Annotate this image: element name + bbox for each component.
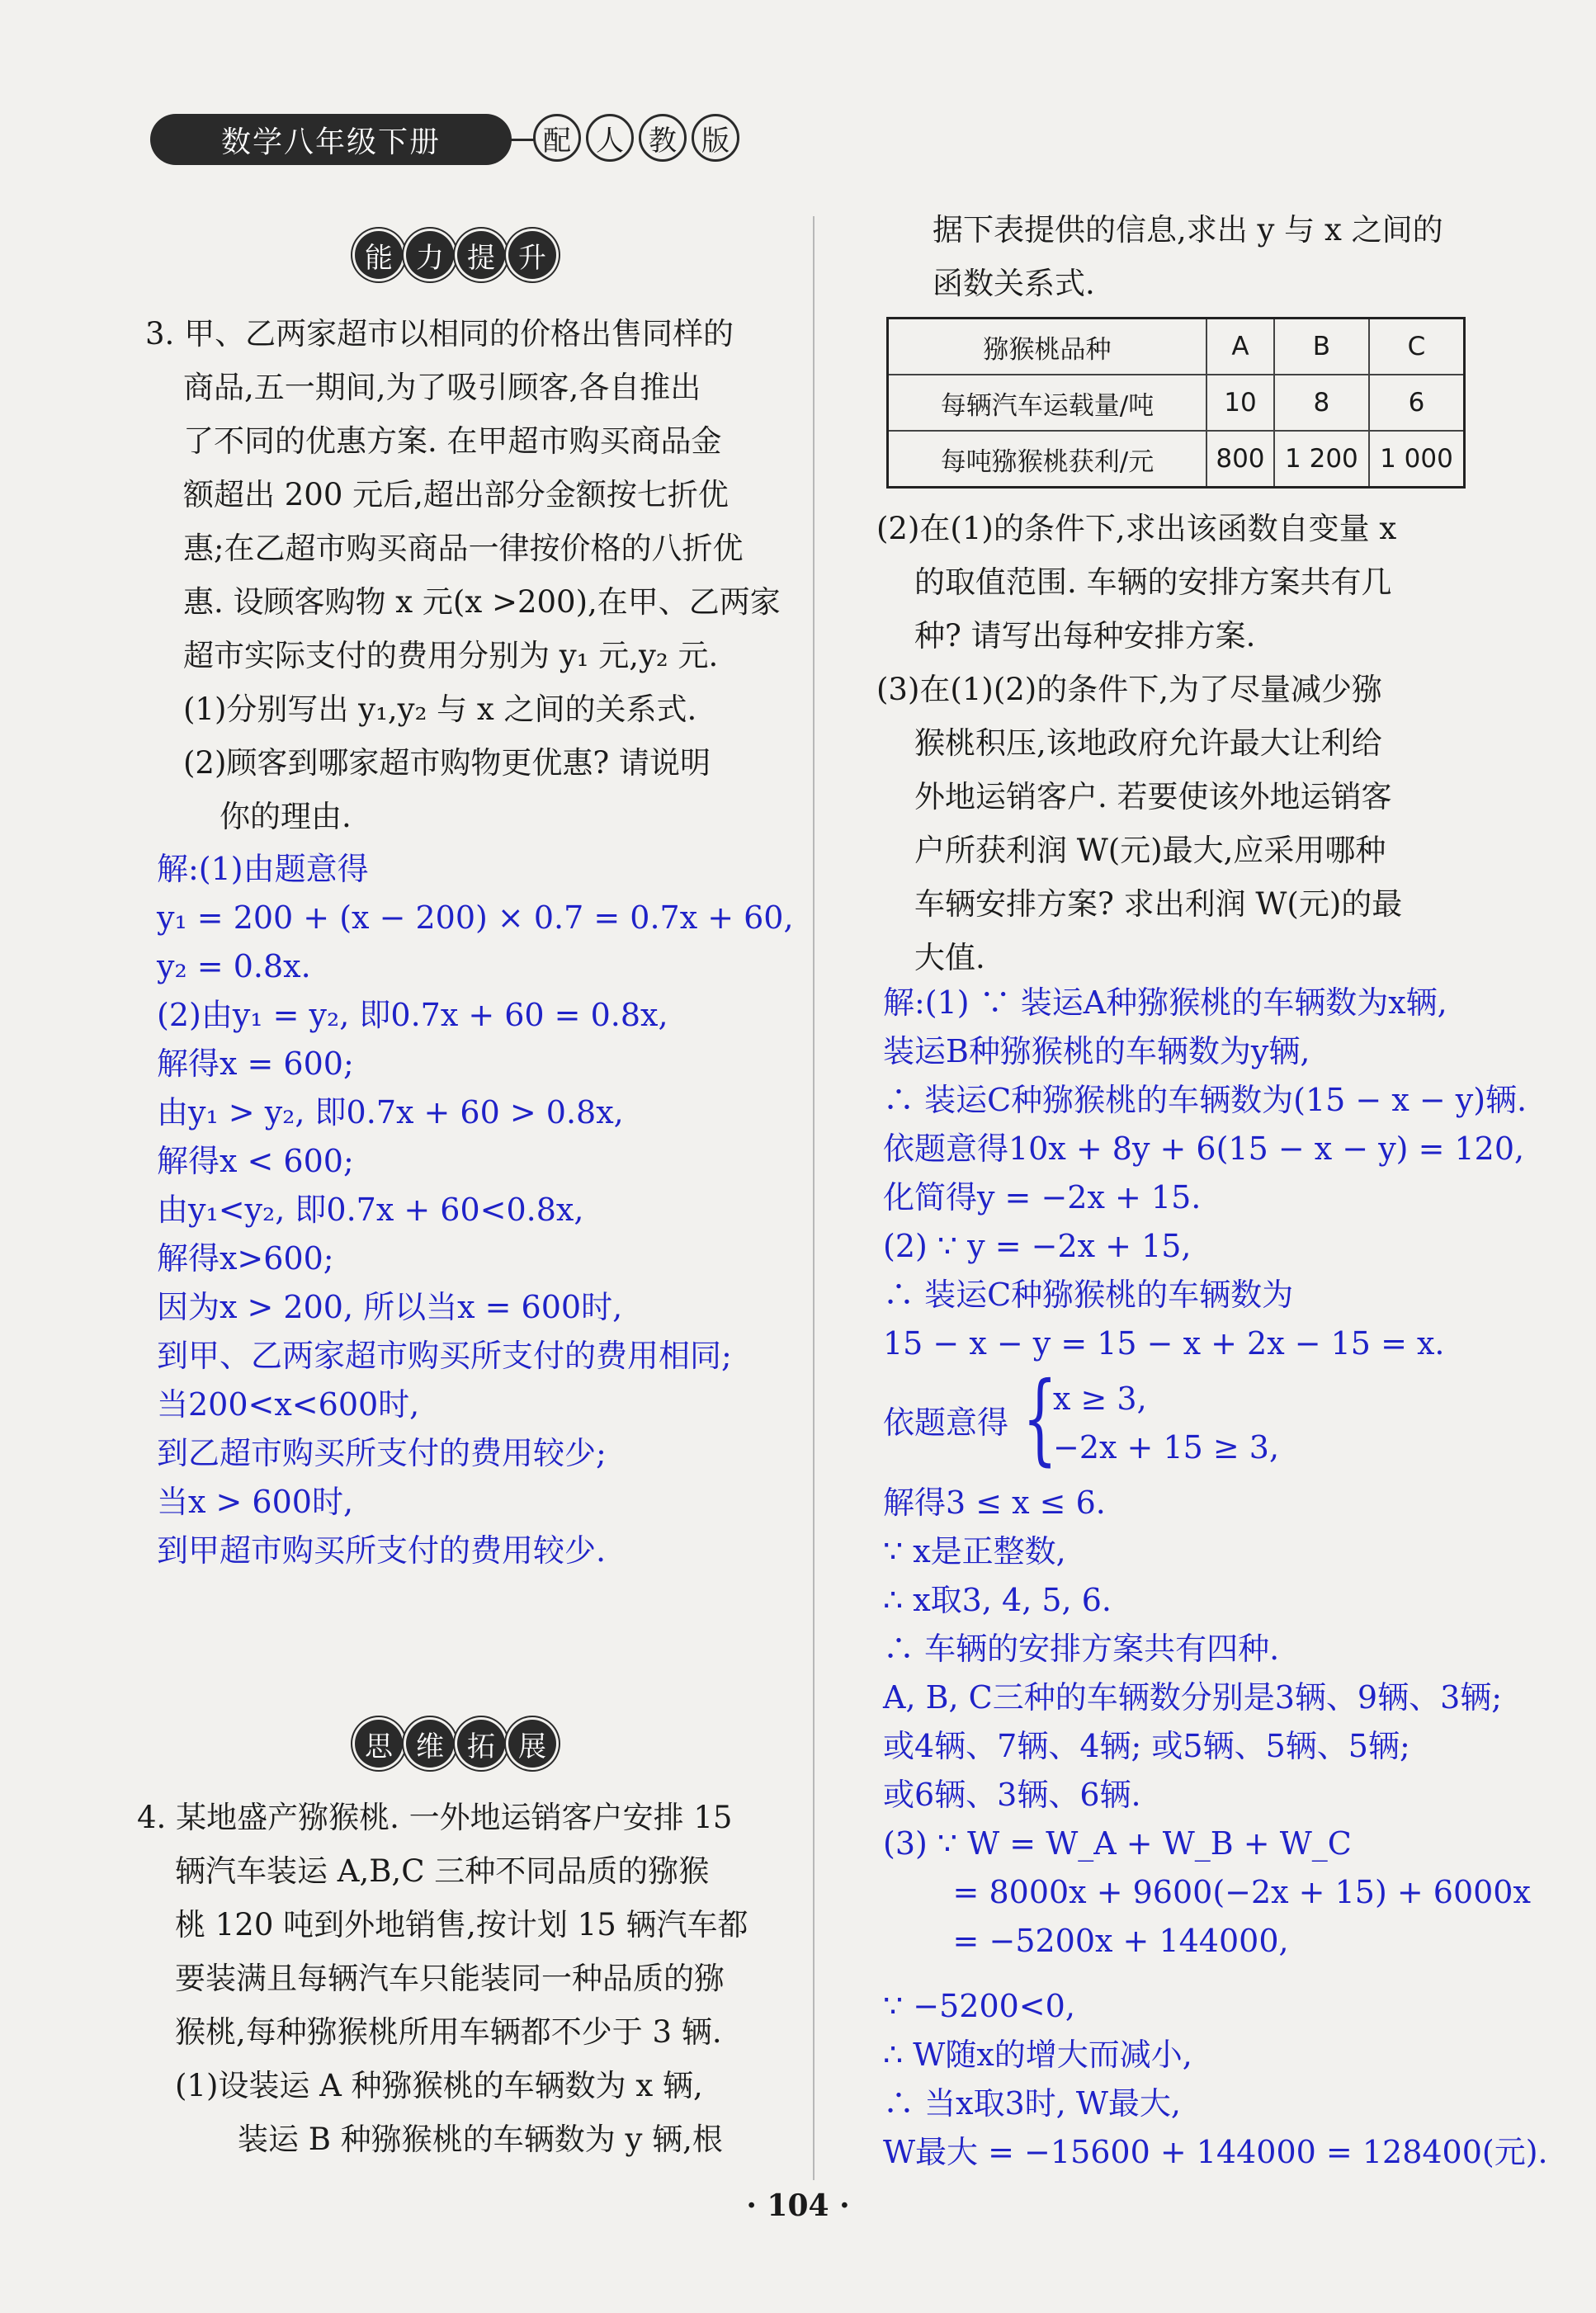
question-4-1-cont-right [933,203,1443,310]
edition-char: 版 [692,114,739,162]
solution-line: ∴ x取3, 4, 5, 6. [883,1582,1112,1618]
question-3-2: (2)顾客到哪家超市购物更优惠? 请说明 [183,745,711,781]
inequality-line: −2x + 15 ≥ 3, [1053,1429,1280,1466]
problem-4 [137,1791,748,2166]
table-header-cell: 猕猴桃品种 [888,319,1207,375]
table-cell: 800 [1206,431,1274,488]
problem-text-line: 的取值范围. 车辆的安排方案共有几 [914,564,1392,600]
solution-line: y₁ = 200 + (x − 200) × 0.7 = 0.7x + 60, [157,899,794,936]
solution-line: 由y₁<y₂, 即0.7x + 60<0.8x, [157,1192,584,1228]
problem-text-line: 桃 120 吨到外地销售,按计划 15 辆汽车都 [175,1907,748,1942]
table-cell: 8 [1274,375,1369,431]
badge-char: 拓 [457,1720,505,1768]
solution-line: ∴ W随x的增大而减小, [883,2037,1192,2073]
solution-line: ∵ −5200<0, [883,1988,1075,2024]
edition-label [533,114,739,162]
solution-line: 15 − x − y = 15 − x + 2x − 15 = x. [883,1325,1445,1362]
solution-line: (2) ∵ y = −2x + 15, [883,1228,1192,1264]
badge-char: 能 [355,231,403,279]
problem-text-line: 3. 甲、乙两家超市以相同的价格出售同样的 [145,316,734,352]
solution-line: 到甲、乙两家超市购买所支付的费用相同; [157,1338,732,1374]
problem-text-line: 大值. [914,940,985,975]
solution-4-part-c [883,1982,1548,2177]
badge-char: 升 [508,231,556,279]
table-row [888,431,1465,488]
problem-text-line: 4. 某地盛产猕猴桃. 一外地运销客户安排 15 [137,1800,733,1835]
table-cell: 6 [1369,375,1465,431]
solution-line: 解:(1) ∵ 装运A种猕猴桃的车辆数为x辆, [883,984,1447,1021]
problem-3 [145,307,781,843]
inequality-system [1053,1375,1279,1472]
column-divider [813,216,815,2180]
problem-text-line: 外地运销客户. 若要使该外地运销客 [914,779,1392,814]
solution-line: (2)由y₁ = y₂, 即0.7x + 60 = 0.8x, [157,997,668,1033]
solution-line: 由y₁ > y₂, 即0.7x + 60 > 0.8x, [157,1094,624,1131]
problem-text-line: 车辆安排方案? 求出利润 W(元)的最 [914,886,1403,922]
page-number: · 104 · [746,2188,850,2223]
solution-line: 解得x>600; [157,1240,334,1277]
table-cell: 每辆汽车运载量/吨 [888,375,1207,431]
question-4-1: (1)设装运 A 种猕猴桃的车辆数为 x 辆, [175,2068,703,2103]
table-cell: 10 [1206,375,1274,431]
problem-text-line: 商品,五一期间,为了吸引顾客,各自推出 [183,370,701,405]
book-title: 数学八年级下册 [220,125,441,159]
solution-line: 解:(1)由题意得 [157,851,369,887]
solution-4-part-a [883,979,1527,1368]
solution-line: 因为x > 200, 所以当x = 600时, [157,1289,623,1325]
solution-line: A, B, C三种的车辆数分别是3辆、9辆、3辆; [883,1679,1503,1716]
solution-line: 解得x < 600; [157,1143,354,1179]
solution-line: y₂ = 0.8x. [157,948,311,984]
problem-text-line: 猴桃,每种猕猴桃所用车辆都不少于 3 辆. [175,2014,722,2050]
solution-line: ∵ x是正整数, [883,1533,1066,1570]
system-label-text: 依题意得 [883,1404,1009,1441]
solution-line: = −5200x + 144000, [883,1923,1289,1959]
question-4-2-3 [876,502,1402,984]
badge-char: 提 [457,231,505,279]
section-badge-thinking [355,1720,556,1768]
table-row [888,375,1465,431]
problem-text-line: 惠;在乙超市购买商品一律按价格的八折优 [183,531,744,566]
solution-line: W最大 = −15600 + 144000 = 128400(元). [883,2134,1548,2170]
table-header-row [888,319,1465,375]
solution-line: 解得3 ≤ x ≤ 6. [883,1485,1106,1521]
table-header-cell: C [1369,319,1465,375]
solution-line: 装运B种猕猴桃的车辆数为y辆, [883,1033,1310,1069]
solution-line: 依题意得10x + 8y + 6(15 − x − y) = 120, [883,1131,1525,1167]
table-cell: 每吨猕猴桃获利/元 [888,431,1207,488]
question-3-1: (1)分别写出 y₁,y₂ 与 x 之间的关系式. [183,692,697,727]
problem-text-line: 惠. 设顾客购物 x 元(x >200),在甲、乙两家 [183,584,781,620]
book-title-banner [150,114,512,165]
problem-text-line: 辆汽车装运 A,B,C 三种不同品质的猕猴 [175,1853,710,1889]
question-4-3: (3)在(1)(2)的条件下,为了尽量减少猕 [876,672,1382,707]
solution-line: 到乙超市购买所支付的费用较少; [157,1435,607,1471]
problem-text-line: 要装满且每辆汽车只能装同一种品质的猕 [175,1961,725,1996]
solution-line: ∴ 车辆的安排方案共有四种. [883,1631,1280,1667]
edition-char: 教 [639,114,687,162]
inequality-line: x ≥ 3, [1053,1381,1147,1417]
question-4-2: (2)在(1)的条件下,求出该函数自变量 x [876,511,1397,546]
badge-char: 展 [508,1720,556,1768]
solution-line: 解得x = 600; [157,1046,354,1082]
question-3-2-cont: 你的理由. [220,799,352,834]
solution-line: 当200<x<600时, [157,1386,420,1423]
badge-char: 力 [406,231,454,279]
problem-text-line: 超市实际支付的费用分别为 y₁ 元,y₂ 元. [183,638,719,673]
problem-text-line: 据下表提供的信息,求出 y 与 x 之间的 [933,212,1443,248]
solution-3 [157,845,794,1575]
table-header-cell: A [1206,319,1274,375]
question-4-1-cont: 装运 B 种猕猴桃的车辆数为 y 辆,根 [238,2122,723,2157]
section-badge-ability [355,231,556,279]
solution-line: 化简得y = −2x + 15. [883,1179,1202,1216]
solution-line: 当x > 600时, [157,1484,354,1520]
solution-line: 或6辆、3辆、6辆. [883,1777,1141,1813]
badge-char: 思 [355,1720,403,1768]
table-cell: 1 200 [1274,431,1369,488]
table-header-cell: B [1274,319,1369,375]
solution-line: (3) ∵ W = W_A + W_B + W_C [883,1825,1352,1862]
solution-line: = 8000x + 9600(−2x + 15) + 6000x [883,1874,1531,1910]
system-brace: { [1022,1362,1058,1476]
edition-char: 人 [586,114,634,162]
kiwi-data-table [886,317,1466,489]
badge-char: 维 [406,1720,454,1768]
problem-text-line: 猴桃积压,该地政府允许最大让利给 [914,725,1382,761]
problem-text-line: 额超出 200 元后,超出部分金额按七折优 [183,477,729,512]
problem-text-line: 函数关系式. [933,266,1095,301]
solution-line: ∴ 当x取3时, W最大, [883,2085,1181,2122]
table-cell: 1 000 [1369,431,1465,488]
solution-line: ∴ 装运C种猕猴桃的车辆数为(15 − x − y)辆. [883,1082,1528,1118]
solution-4-part-b [883,1479,1531,1966]
system-label [883,1399,1008,1447]
header-connector [510,139,535,141]
solution-line: 到甲超市购买所支付的费用较少. [157,1532,607,1569]
problem-text-line: 了不同的优惠方案. 在甲超市购买商品金 [183,423,722,459]
problem-text-line: 种? 请写出每种安排方案. [914,618,1256,654]
edition-char: 配 [533,114,581,162]
solution-line: 或4辆、7辆、4辆; 或5辆、5辆、5辆; [883,1728,1410,1764]
solution-line: ∴ 装运C种猕猴桃的车辆数为 [883,1277,1294,1313]
problem-text-line: 户所获利润 W(元)最大,应采用哪种 [914,833,1386,868]
